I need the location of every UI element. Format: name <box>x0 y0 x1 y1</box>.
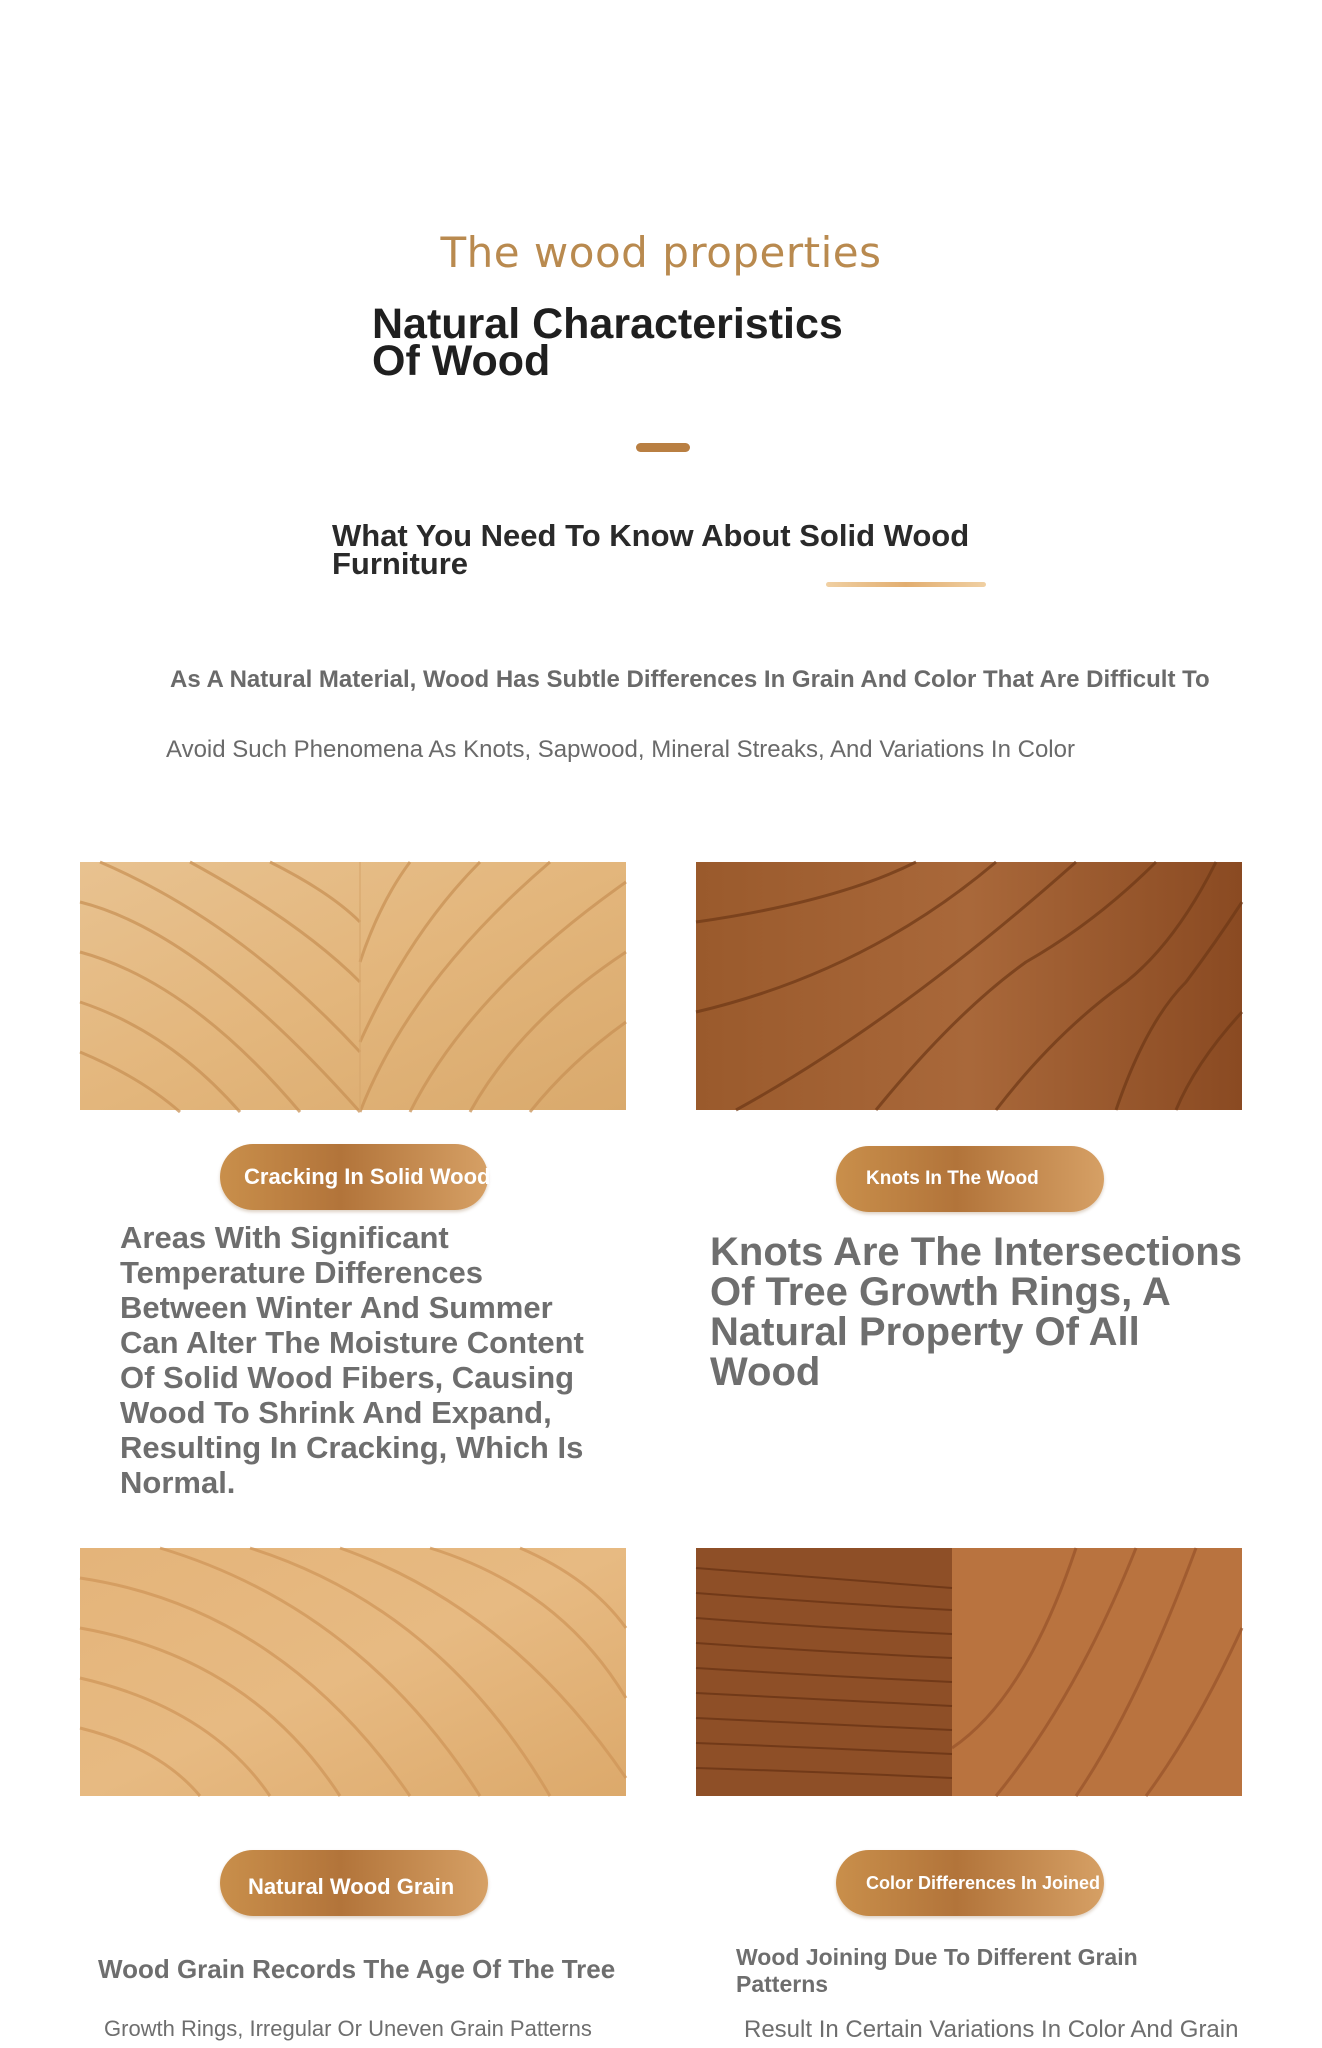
label-natural-wood-grain: Natural Wood Grain <box>220 1850 488 1916</box>
label-knots-in-the-wood: Knots In The Wood <box>836 1146 1104 1212</box>
description-natural-grain: Wood Grain Records The Age Of The Tree <box>98 1954 616 1984</box>
description-cracking: Areas With Significant Temperature Differences Between Winter And Summer Can Alter The Moisture Content Of Solid Wood Fibers, Causing Wood To Shrink And Expand, Resulting In Cracking, Which Is Normal. <box>120 1220 584 1500</box>
subtitle-underline <box>826 582 986 587</box>
description-knots: Knots Are The Intersections Of Tree Growth Rings, A Natural Property Of All Wood <box>710 1230 1242 1394</box>
note-natural-grain: Growth Rings, Irregular Or Uneven Grain Patterns <box>104 2016 592 2041</box>
label-color-differences: Color Differences In Joined Pieces <box>836 1850 1104 1916</box>
section-subtitle: What You Need To Know About Solid Wood Furniture <box>332 518 970 581</box>
wood-image-knots <box>696 862 1242 1110</box>
wood-image-cracking <box>80 862 626 1110</box>
wood-image-color-differences <box>696 1548 1242 1796</box>
page-title: Natural Characteristics Of Wood <box>372 300 843 385</box>
note-color-differences: Result In Certain Variations In Color And Grain <box>744 2016 1239 2043</box>
title-divider <box>636 443 690 452</box>
description-color-differences: Wood Joining Due To Different Grain Patterns <box>736 1944 1138 1997</box>
wood-image-natural-grain <box>80 1548 626 1796</box>
label-cracking-in-solid-wood: Cracking In Solid Wood <box>220 1144 488 1210</box>
intro-line-1: As A Natural Material, Wood Has Subtle Differences In Grain And Color That Are Difficult To <box>170 666 1210 693</box>
section-script-title: The wood properties <box>440 228 882 277</box>
intro-line-2: Avoid Such Phenomena As Knots, Sapwood, Mineral Streaks, And Variations In Color <box>166 736 1075 763</box>
